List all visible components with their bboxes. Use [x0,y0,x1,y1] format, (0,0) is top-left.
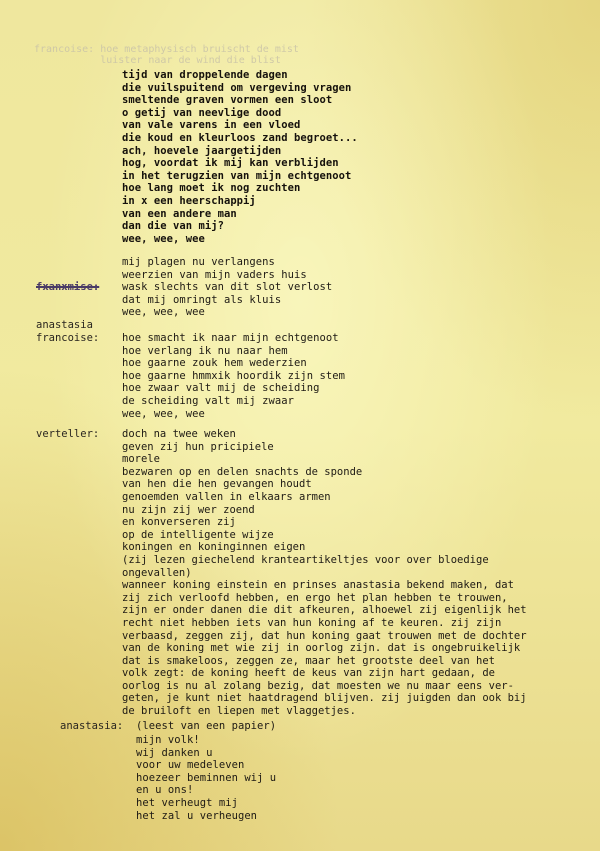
verse-line: hoe lang moet ik nog zuchten [122,182,301,195]
faint-header-line-1: francoise: hoe metaphysisch bruischt de mist [34,44,299,55]
narration-line: nu zijn zij wer zoend [122,503,255,516]
narration-line: geten, je kunt niet haatdragend blijven. zij juigden dan ook bij [122,692,527,705]
verse-line: voor uw medeleven [136,759,245,772]
verse-line: van vale varens in een vloed [122,119,301,132]
verse-line: en u ons! [136,784,194,797]
verse-line: tijd van droppelende dagen [122,69,288,81]
narration-line: zijn er onder danen die dit afkeuren, alhoewel zij eigenlijk het [122,604,527,617]
verse-line: hoe verlang ik nu naar hem [122,344,288,357]
verse-line: de scheiding valt mij zwaar [122,394,295,407]
verse-line: van een andere man [122,207,237,220]
narration-line: op de intelligente wijze [122,528,274,541]
verse-line: dan die van mij? [122,220,224,233]
verse-line: hoe smacht ik naar mijn echtgenoot [122,332,339,344]
verse-line: wee, wee, wee [122,306,205,319]
narration-line: oorlog is nu al zolang bezig, dat moesten we nu maar eens ver- [122,679,514,692]
verse-line: hoe gaarne hmmxik hoordik zijn stem [122,369,346,382]
narration-line: recht niet hebben iets van hun koning af te keuren. zij zijn [122,616,502,629]
verse-line: hoe gaarne zouk hem wederzien [122,357,307,370]
verse-lines [136,720,276,733]
narration-lines [122,428,600,718]
verse-line: het zal u verheugen [136,809,258,822]
verse-line: mijn volk! [136,734,200,746]
narration-line: koningen en koninginnen eigen [122,541,306,554]
speaker-name: verteller: [36,428,100,440]
speaker-name: francoise: [36,332,100,344]
verse-line: hoe zwaar valt mij de scheiding [122,382,320,395]
verse-line: smeltende graven vormen een sloot [122,94,333,107]
verse-line: weerzien van mijn vaders huis [122,268,307,281]
verse-line: mij plagen nu verlangens [122,256,275,268]
stage-direction: (leest van een papier) [136,720,277,732]
narration-line: en konverseren zij [122,516,236,529]
verse-line: dat mij omringt als kluis [122,293,282,306]
narration-line: bezwaren op en delen snachts de sponde [122,465,363,478]
narration-line: geven zij hun pricipiele [122,440,274,453]
verse-lines [122,69,358,245]
faint-header-line-2: luister naar de wind die blist [34,55,281,66]
narration-line: dat is smakeloos, zeggen ze, maar het grootste deel van het [122,654,495,667]
verse-line: die koud en kleurloos zand begroet... [122,131,358,144]
verse-line: in het terugzien van mijn echtgenoot [122,169,352,182]
verse-line: in x een heerschappij [122,194,256,207]
verse-line: hog, voordat ik mij kan verblijden [122,157,339,170]
narration-line: van de koning met wie zij in oorlog zijn. dat is ongebruikelijk [122,642,521,655]
verse-lines [122,256,332,319]
verse-line: wee, wee, wee [122,232,205,245]
verse-lines [122,332,345,420]
narration-line: verbaasd, zeggen zij, dat hun koning gaat trouwen met de dochter [122,629,527,642]
narration-line: volk zegt: de koning heeft de keus van zijn hart gedaan, de [122,667,495,680]
narration-line: de bruiloft en liepen met vlaggetjes. [122,705,356,718]
narration-line: wanneer koning einstein en prinses anastasia bekend maken, dat [122,579,514,592]
narration-line: zij zich verloofd hebben, en ergo het plan hebben te trouwen, [122,591,508,604]
struck-speaker-label: fxanxmise: [36,281,100,294]
narration-line: doch na twee weken [122,428,236,440]
narration-line: (zij lezen giechelend kranteartikeltjes voor over bloedige [122,553,489,566]
verse-line: hoezeer beminnen wij u [136,771,277,784]
narration-line: genoemden vallen in elkaars armen [122,490,331,503]
verse-line: het verheugt mij [136,796,238,809]
verse-lines [136,734,276,822]
narration-line: morele [122,453,160,466]
verse-line: ach, hoevele jaargetijden [122,144,282,157]
verse-line: wee, wee, wee [122,407,205,420]
verse-line: o getij van neevlige dood [122,106,282,119]
speaker-name: anastasia [36,318,93,331]
narration-line: ongevallen) [122,566,192,579]
verse-line: die vuilspuitend om vergeving vragen [122,81,352,94]
verse-line: wij danken u [136,746,213,759]
narration-line: van hen die hen gevangen houdt [122,478,312,491]
speaker-name: anastasia: [60,720,124,732]
verse-line: wask slechts van dit slot verlost [122,281,333,294]
